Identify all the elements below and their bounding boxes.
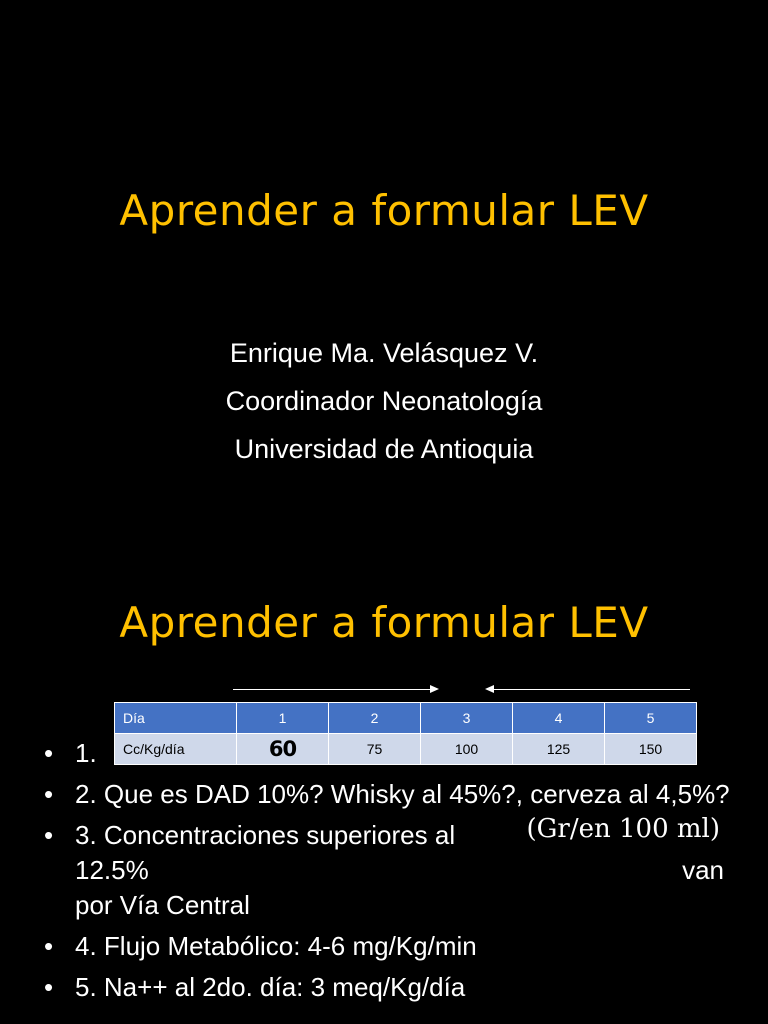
bullet-text: 2. Que es DAD 10%? Whisky al 45%?, cerveza al 4,5%? [75,779,730,809]
table-header-row [115,703,697,734]
table-header-cell: 1 [237,703,329,734]
bullet-text: 3. Concentraciones superiores al 12.5% [75,820,456,885]
list-item [44,777,744,844]
right-arrow-icon [430,685,439,693]
table-header-cell: Día [115,703,237,734]
bullet-note: (Gr/en 100 ml) [526,814,720,844]
bullet-list [44,736,744,1011]
table-cell-value: 60 [268,737,297,761]
bullet-icon: • [44,820,54,850]
list-item [44,929,744,964]
table-cell: 125 [513,734,605,765]
author-institution: Universidad de Antioquia [234,434,534,464]
left-arrow-line [492,689,690,690]
list-item [44,970,744,1005]
author-block [0,334,768,478]
table-cell: Cc/Kg/día [115,734,237,765]
bullet-icon: • [44,779,54,809]
bullet-text: 5. Na++ al 2do. día: 3 meq/Kg/día [75,972,466,1002]
author-name: Enrique Ma. Velásquez V. [229,338,539,368]
bullet-text-continuation: por Vía Central [75,890,250,920]
second-slide-title: Aprender a formular LEV [119,598,649,647]
bullet-icon: • [44,738,54,768]
bullet-text: 1. [75,738,97,768]
table-cell: 100 [421,734,513,765]
table-header-cell: 5 [605,703,697,734]
bullet-icon: • [44,972,54,1002]
bullet-text-right: van [682,855,724,885]
author-role: Coordinador Neonatología [225,386,543,416]
table-cell: 150 [605,734,697,765]
slide-title: Aprender a formular LEV [119,186,649,235]
table-header-cell: 4 [513,703,605,734]
bullet-icon: • [44,931,54,961]
table-header-cell: 2 [329,703,421,734]
list-item [44,818,744,923]
left-arrow-icon [485,685,494,693]
list-item [44,736,744,771]
bullet-text: 4. Flujo Metabólico: 4-6 mg/Kg/min [75,931,477,961]
table-cell: 75 [329,734,421,765]
right-arrow-line [233,689,433,690]
table-header-cell: 3 [421,703,513,734]
